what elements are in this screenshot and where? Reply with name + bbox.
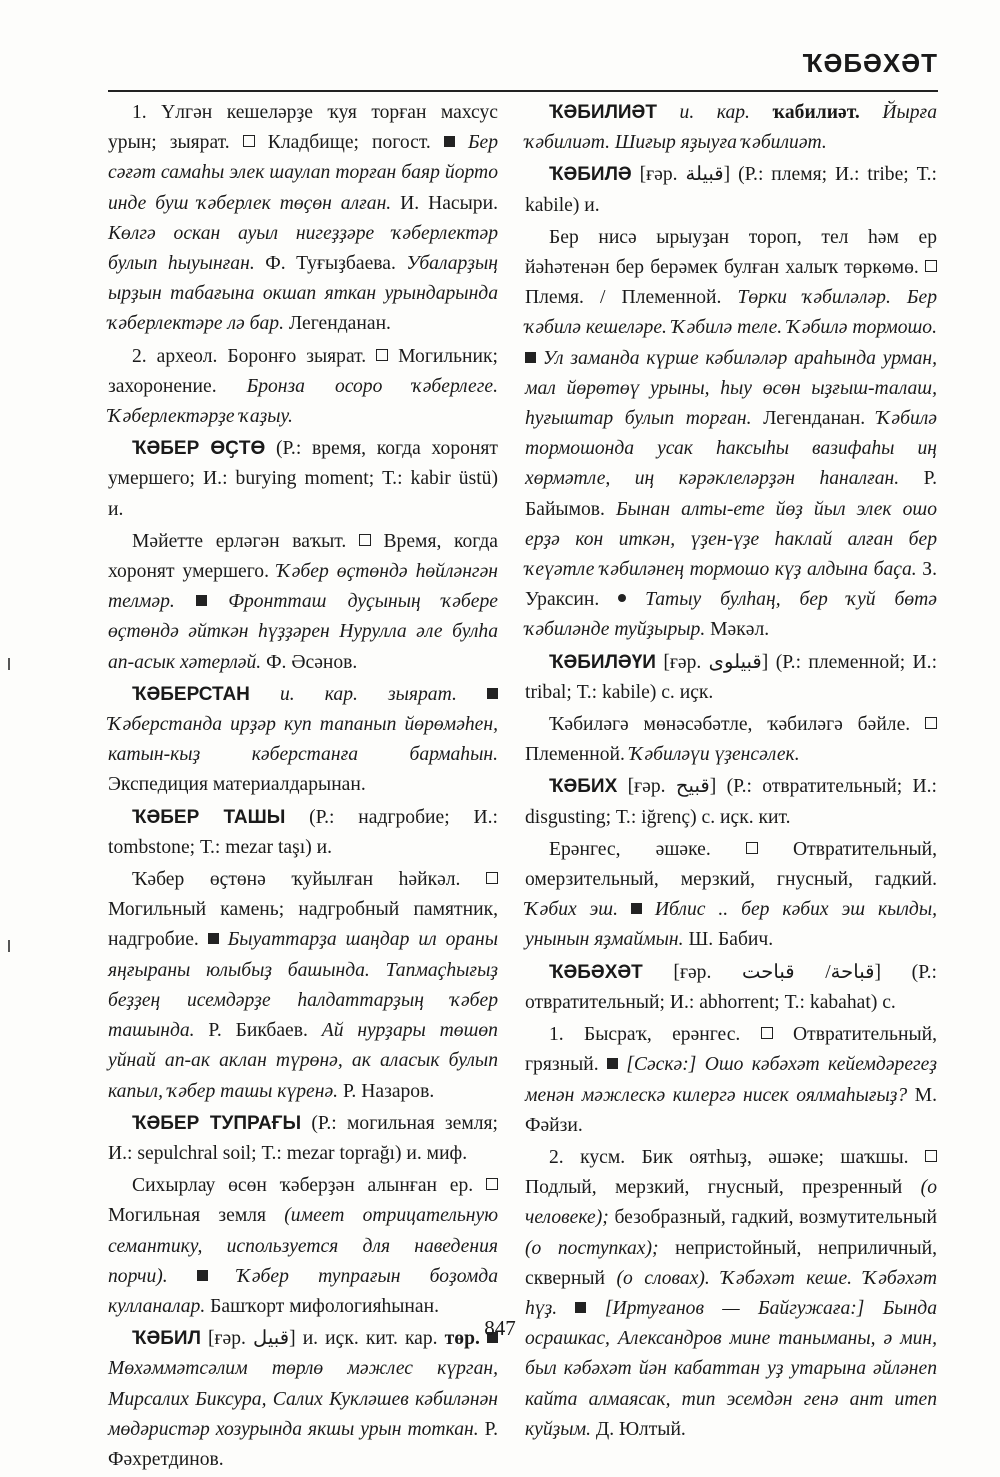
margin-mark — [8, 940, 10, 952]
entry-body: Ҡәбер өҫтөнә ҡуйылған һәйкәл. Могильный камень; надгробный памятник, надгробие. Быуаттарҙа шаңдар ил ораны яңғыраны юлыбыҙ башында. Тапмаҫһығыҙ беҙҙең исемдәрҙе һалдаттарҙың ҡәбер ташында. Р. Бикбаев. Ай нурҙары төшөп уйнай ап-ак аклан түрөнә, ак аласык булып капыл, ҡәбер ташы күренә. Р. Назаров. — [108, 869, 499, 1102]
entry-header: ҠӘБИХ [ғәр. قبيح] (Р.: отвратительный; И.: disgusting; Т.: iğrenç) с. иҫк. кит. — [525, 776, 938, 828]
running-head: ҠӘБӘХӘТ — [802, 48, 938, 78]
entry-body: Ҡәбиләгә мөнәсәбәтле, ҡәбиләгә бәйле. Племенной. Ҡәбиләүи үҙенсәлек. — [525, 710, 937, 770]
left-column — [108, 98, 498, 1477]
russian-marker-icon — [925, 717, 937, 729]
sense-1: 1. Бысраҡ, ерәнгес. Отвратительный, грязный. [Сәскә:] Ошо кәбәхәт кейемдәрегеҙ менән мәжлескә килергә нисек оялмаһығыҙ? М. Фәйзи. — [525, 1024, 937, 1136]
entry-header: ҠӘБИЛӘ [ғәр. قبيلة] (Р.: племя; И.: tribe; Т.: kabile) и. — [525, 164, 937, 216]
sense-2: 2. кусм. Бик оятһыҙ, әшәке; шаҡшы. Подлый, мерзкий, гнусный, презренный (о человеке); безобразный, гадкий, возмутительный (о поступках); непристойный, неприличный, скверный (о словах). Ҡәбәхәт кеше. Ҡәбәхәт һүҙ. [Иртуғанов — Байгужаға:] Бында осрашкас, Александров мине таныманы, ә мин, был кәбәхәт йән кабаттан уҙ утарына әйләнеп кайта алмаясак, тип эсемдән генә ант итеп куйҙым. Д. Юлтый. — [525, 1146, 937, 1440]
example-marker-icon — [444, 136, 455, 147]
example-marker-icon — [607, 1058, 618, 1069]
margin-mark — [8, 658, 10, 670]
sense-2: 2. археол. Боронғо зыярат. Могильник; захоронение. Бронза осоро ҡәберлеге. Ҡәберлектәрҙе ҡаҙыу. — [108, 345, 498, 428]
example-marker-icon — [575, 1302, 586, 1313]
entry-body: Бер нисә ырыуҙан тороп, тел һәм ер йәһәтенән бер берәмек булған халыҡ төркөмө. Племя. / Племенной. Төрки ҡәбиләләр. Бер ҡәбилә кешеләре. Ҡәбилә теле. Ҡәбилә тормошо. Ул заманда күрше кәбиләләр араһында урман, мал йөрөтөү урыны, һыу өсөн ыҙғыш-талаш, һуғыштар булып торған. Легенданан. Ҡәбилә тормошонда усак һаксыһы вазифаһы иң хөрмәтле, иң кәрәклеләрҙән һаналған. Р. Байымов. Бынан алты-ете йөҙ йыл элек ошо ерҙә кон иткән, үҙен-үҙе һаклай алған бер ҡеүәтле ҡәбиләнең тормошо күҙ алдына баҫа. З. Ураксин. Татыу булһаң, бер ҡуй бөтә ҡәбиләнде туйҙырыр. Мәкәл. — [525, 226, 938, 641]
example-marker-icon — [631, 903, 642, 914]
example-marker-icon — [197, 1270, 208, 1281]
russian-marker-icon — [486, 1178, 498, 1190]
russian-marker-icon — [376, 349, 388, 361]
entry-header: ҠӘБИЛИӘТ и. кар. ҡабилиәт. Йырға ҡәбилиәт. Шиғыр яҙыуға ҡәбилиәт. — [525, 102, 938, 154]
example-marker-icon — [525, 352, 536, 363]
entry-header: ҠӘБЕРСТАН и. кар. зыярат. Ҡәберстанда ирҙәр куп тапанып йөрөмәһен, катын-кыҙ кәберстанға бармаһын. Экспедиция материалдарынан. — [108, 683, 498, 796]
entry-header: ҠӘБЕР ТУПРАҒЫ (Р.: могильная земля; И.: sepulchral soil; Т.: mezar toprağı) и. миф. — [108, 1112, 498, 1164]
entry-body: Ерәнгес, әшәке. Отвратительный, омерзительный, мерзкий, гнусный, гадкий. Ҡәбих эш. Иблис .. бер кәбих эш кылды, унынын яҙмаймын. Ш. Бабич. — [525, 838, 938, 951]
example-marker-icon — [208, 933, 219, 944]
entry-body: Сихырлау өсөн ҡәберҙән алынған ер. Могильная земля (имеет отрицательную семантику, используется для наведения порчи). Ҡәбер тупрағын боҙомда кулланалар. Башҡорт мифологияһынан. — [108, 1175, 499, 1317]
russian-marker-icon — [925, 260, 937, 272]
entry-header: ҠӘБИЛӘҮИ [ғәр. قبيلوى] (Р.: племенной; И.: tribal; Т.: kabile) с. иҫк. — [525, 651, 938, 703]
entry-header: ҠӘБИЛ [ғәр. قبیل] и. иҫк. кит. кар. төр. Мөхәммәтсәлим төрлө мәжлес күрган, Мирсалих Биксура, Салих Кукләшев кәбиләнән мөдәристәр хозурында якшы урын тоткан. Р. Фәхретдинов. — [108, 1328, 498, 1470]
page-number: 847 — [484, 1316, 516, 1340]
russian-marker-icon — [486, 872, 498, 884]
entry-header: ҠӘБЕР ӨҪТӨ (Р.: время, когда хоронят умершего; И.: burying moment; Т.: kabir üstü) и. — [108, 438, 498, 520]
header-rule — [108, 90, 938, 92]
russian-marker-icon — [761, 1027, 773, 1039]
russian-marker-icon — [359, 534, 371, 546]
example-marker-icon — [487, 688, 498, 699]
right-column — [525, 98, 937, 1447]
russian-marker-icon — [746, 842, 758, 854]
proverb-marker-icon — [618, 594, 626, 602]
russian-marker-icon — [243, 135, 255, 147]
entry-body: Мәйетте ерләгән ваҡыт. Время, когда хоронят умершего. Ҡәбер өҫтөндә һөйләнгән телмәр. Фронтташ дуҫының ҡәбере өҫтөндә әйткән һүҙҙәрен Нурулла әле булһа ап-асык хәтерләй. Ф. Әсәнов. — [108, 530, 498, 673]
sense-1: 1. Үлгән кешеләрҙе ҡуя торған махсус урын; зыярат. Кладбище; погост. Бер сәғәт самаһы элек шаулап торған баяр йорто инде буш ҡәберлек төҫөн алған. И. Насыри. Көлгә оскан ауыл нигеҙҙәре ҡәберлектәр булып һыуынған. Ф. Туғыҙбаева. Убаларҙың ырҙын табағына окшап яткан урындарында ҡәберлектәре лә бар. Легенданан. — [108, 102, 499, 335]
example-marker-icon — [196, 595, 207, 606]
entry-header: ҠӘБӘХӘТ [ғәр. قباحة/ قباحت] (Р.: отвратительный; И.: abhorrent; Т.: kabahat) с. — [525, 961, 937, 1013]
entry-header: ҠӘБЕР ТАШЫ (Р.: надгробие; И.: tombstone; Т.: mezar taşı) и. — [108, 806, 499, 858]
russian-marker-icon — [925, 1150, 937, 1162]
